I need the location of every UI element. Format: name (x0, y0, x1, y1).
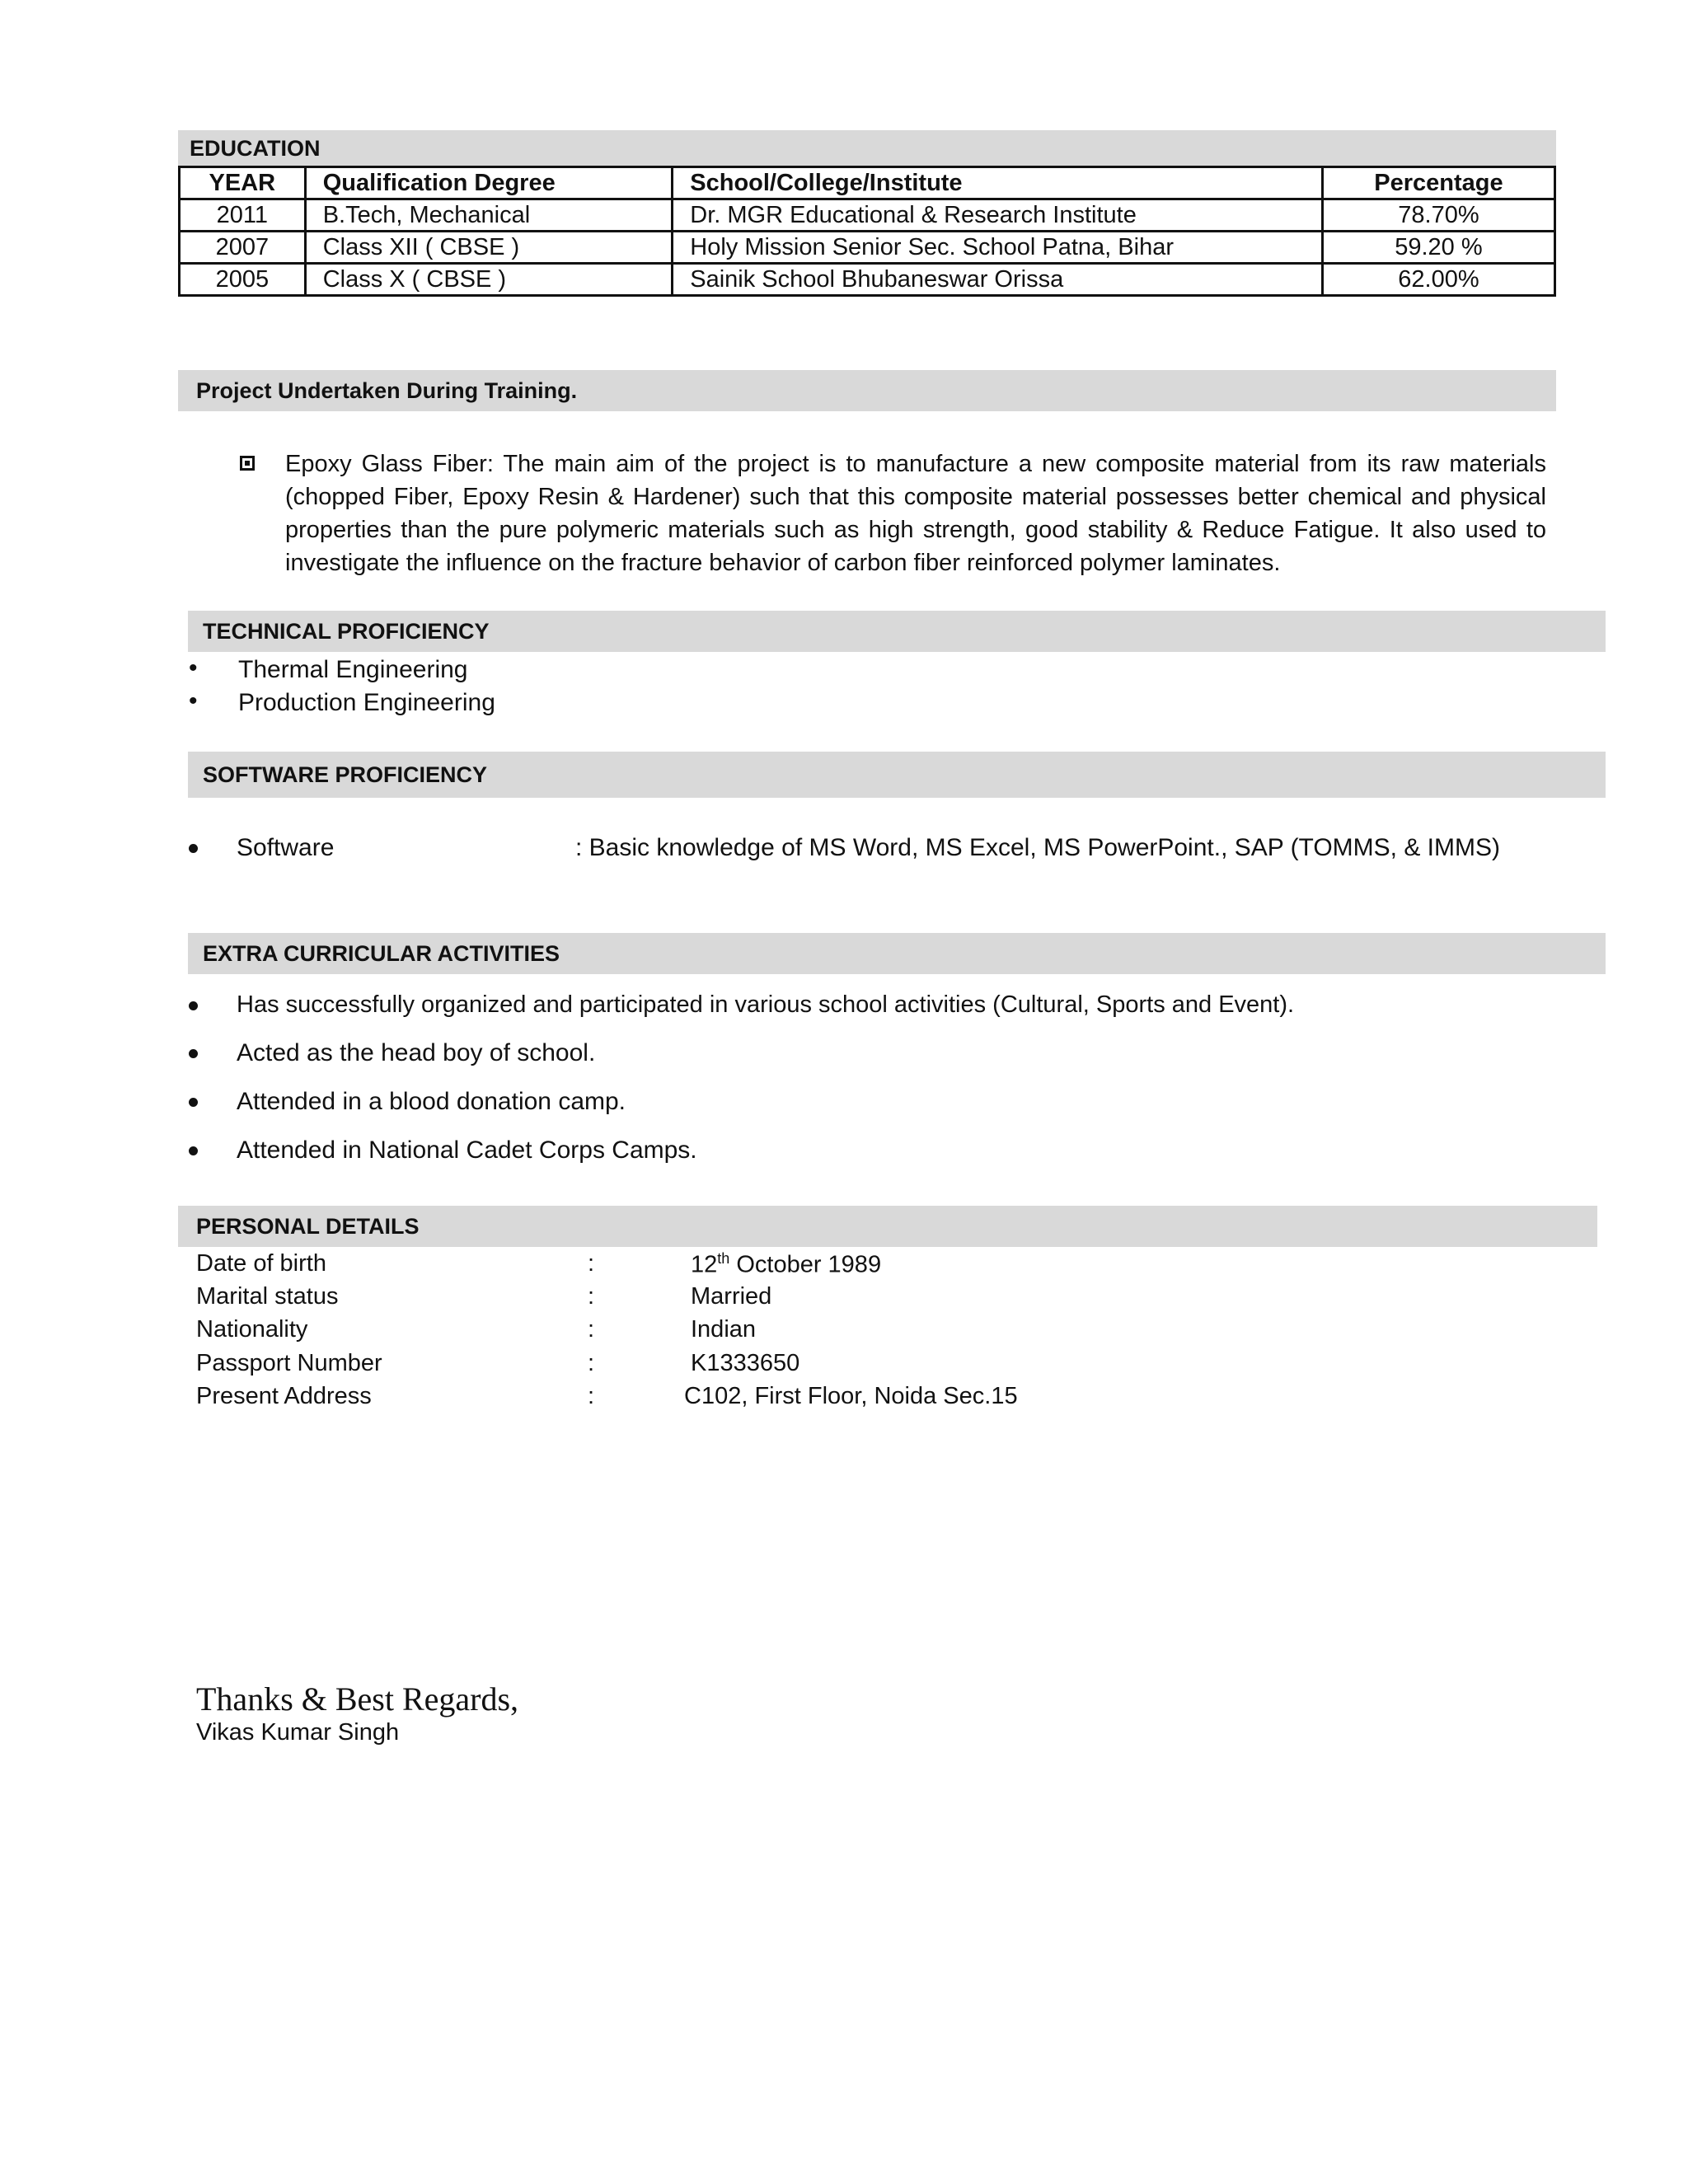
technical-heading: TECHNICAL PROFICIENCY (188, 611, 1606, 652)
list-item: Acted as the head boy of school. (237, 1039, 596, 1066)
cell-institute: Sainik School Bhubaneswar Orissa (673, 264, 1323, 296)
bullet-icon (189, 844, 198, 853)
cell-year: 2005 (180, 264, 306, 296)
bullet-icon (189, 1146, 198, 1155)
cell-institute: Holy Mission Senior Sec. School Patna, Bihar (673, 232, 1323, 264)
bullet-icon (189, 1098, 198, 1107)
present-address-colon: : (588, 1383, 595, 1409)
column-header-institute: School/College/Institute (673, 167, 1323, 199)
list-item: Thermal Engineering (238, 656, 468, 683)
software-label: Software (237, 834, 335, 861)
bullet-icon (189, 1001, 198, 1010)
cell-qualification: B.Tech, Mechanical (305, 199, 673, 232)
present-address-value: C102, First Floor, Noida Sec.15 (684, 1383, 1018, 1409)
software-value: : Basic knowledge of MS Word, MS Excel, MS PowerPoint., SAP (TOMMS, & IMMS) (575, 834, 1500, 861)
marital-status-colon: : (588, 1283, 595, 1310)
nationality-colon: : (588, 1316, 595, 1343)
personal-details-heading: PERSONAL DETAILS (178, 1206, 1597, 1247)
list-item: Attended in National Cadet Corps Camps. (237, 1137, 697, 1164)
dob-colon: : (588, 1250, 595, 1277)
table-row (180, 264, 1555, 296)
column-header-year: YEAR (180, 167, 306, 199)
bullet-icon (189, 1049, 198, 1058)
education-table (178, 166, 1556, 297)
education-heading: EDUCATION (178, 130, 1556, 166)
closing-regards: Thanks & Best Regards, (196, 1680, 519, 1718)
table-row (180, 232, 1555, 264)
marital-status-value: Married (691, 1283, 772, 1310)
passport-number-colon: : (588, 1350, 595, 1376)
cell-qualification: Class X ( CBSE ) (305, 264, 673, 296)
nationality-label: Nationality (196, 1316, 308, 1343)
bullet-icon: • (189, 687, 198, 715)
dob-value: 12th October 1989 (691, 1250, 882, 1278)
project-description: Epoxy Glass Fiber: The main aim of the project is to manufacture a new composite material from its raw materials (chopped Fiber, Epoxy Resin & Hardener) such that this composite material possesses better chemical and physical properties than the pure polymeric materials such as high strength, good stability & Reduce Fatigue. It also used to investigate the influence on the fracture behavior of carbon fiber reinforced polymer laminates. (285, 451, 1546, 576)
cell-percentage: 62.00% (1322, 264, 1554, 296)
checkbox-bullet-icon (240, 456, 255, 471)
software-heading: SOFTWARE PROFICIENCY (188, 752, 1606, 798)
column-header-qualification: Qualification Degree (305, 167, 673, 199)
cell-percentage: 78.70% (1322, 199, 1554, 232)
project-heading: Project Undertaken During Training. (178, 370, 1556, 411)
bullet-icon: • (189, 654, 198, 682)
signatory-name: Vikas Kumar Singh (196, 1719, 400, 1746)
list-item: Production Engineering (238, 689, 495, 716)
passport-number-value: K1333650 (691, 1350, 800, 1376)
nationality-value: Indian (691, 1316, 757, 1343)
table-row (180, 199, 1555, 232)
passport-number-label: Passport Number (196, 1350, 382, 1376)
marital-status-label: Marital status (196, 1283, 339, 1310)
column-header-percentage: Percentage (1322, 167, 1554, 199)
extra-curricular-heading: EXTRA CURRICULAR ACTIVITIES (188, 933, 1606, 974)
cell-year: 2007 (180, 232, 306, 264)
cell-percentage: 59.20 % (1322, 232, 1554, 264)
dob-label: Date of birth (196, 1250, 326, 1277)
present-address-label: Present Address (196, 1383, 372, 1409)
table-header-row (180, 167, 1555, 199)
cell-institute: Dr. MGR Educational & Research Institute (673, 199, 1323, 232)
cell-qualification: Class XII ( CBSE ) (305, 232, 673, 264)
list-item: Attended in a blood donation camp. (237, 1088, 626, 1115)
list-item: Has successfully organized and participated in various school activities (Cultural, Sports and Event). (237, 991, 1295, 1018)
cell-year: 2011 (180, 199, 306, 232)
